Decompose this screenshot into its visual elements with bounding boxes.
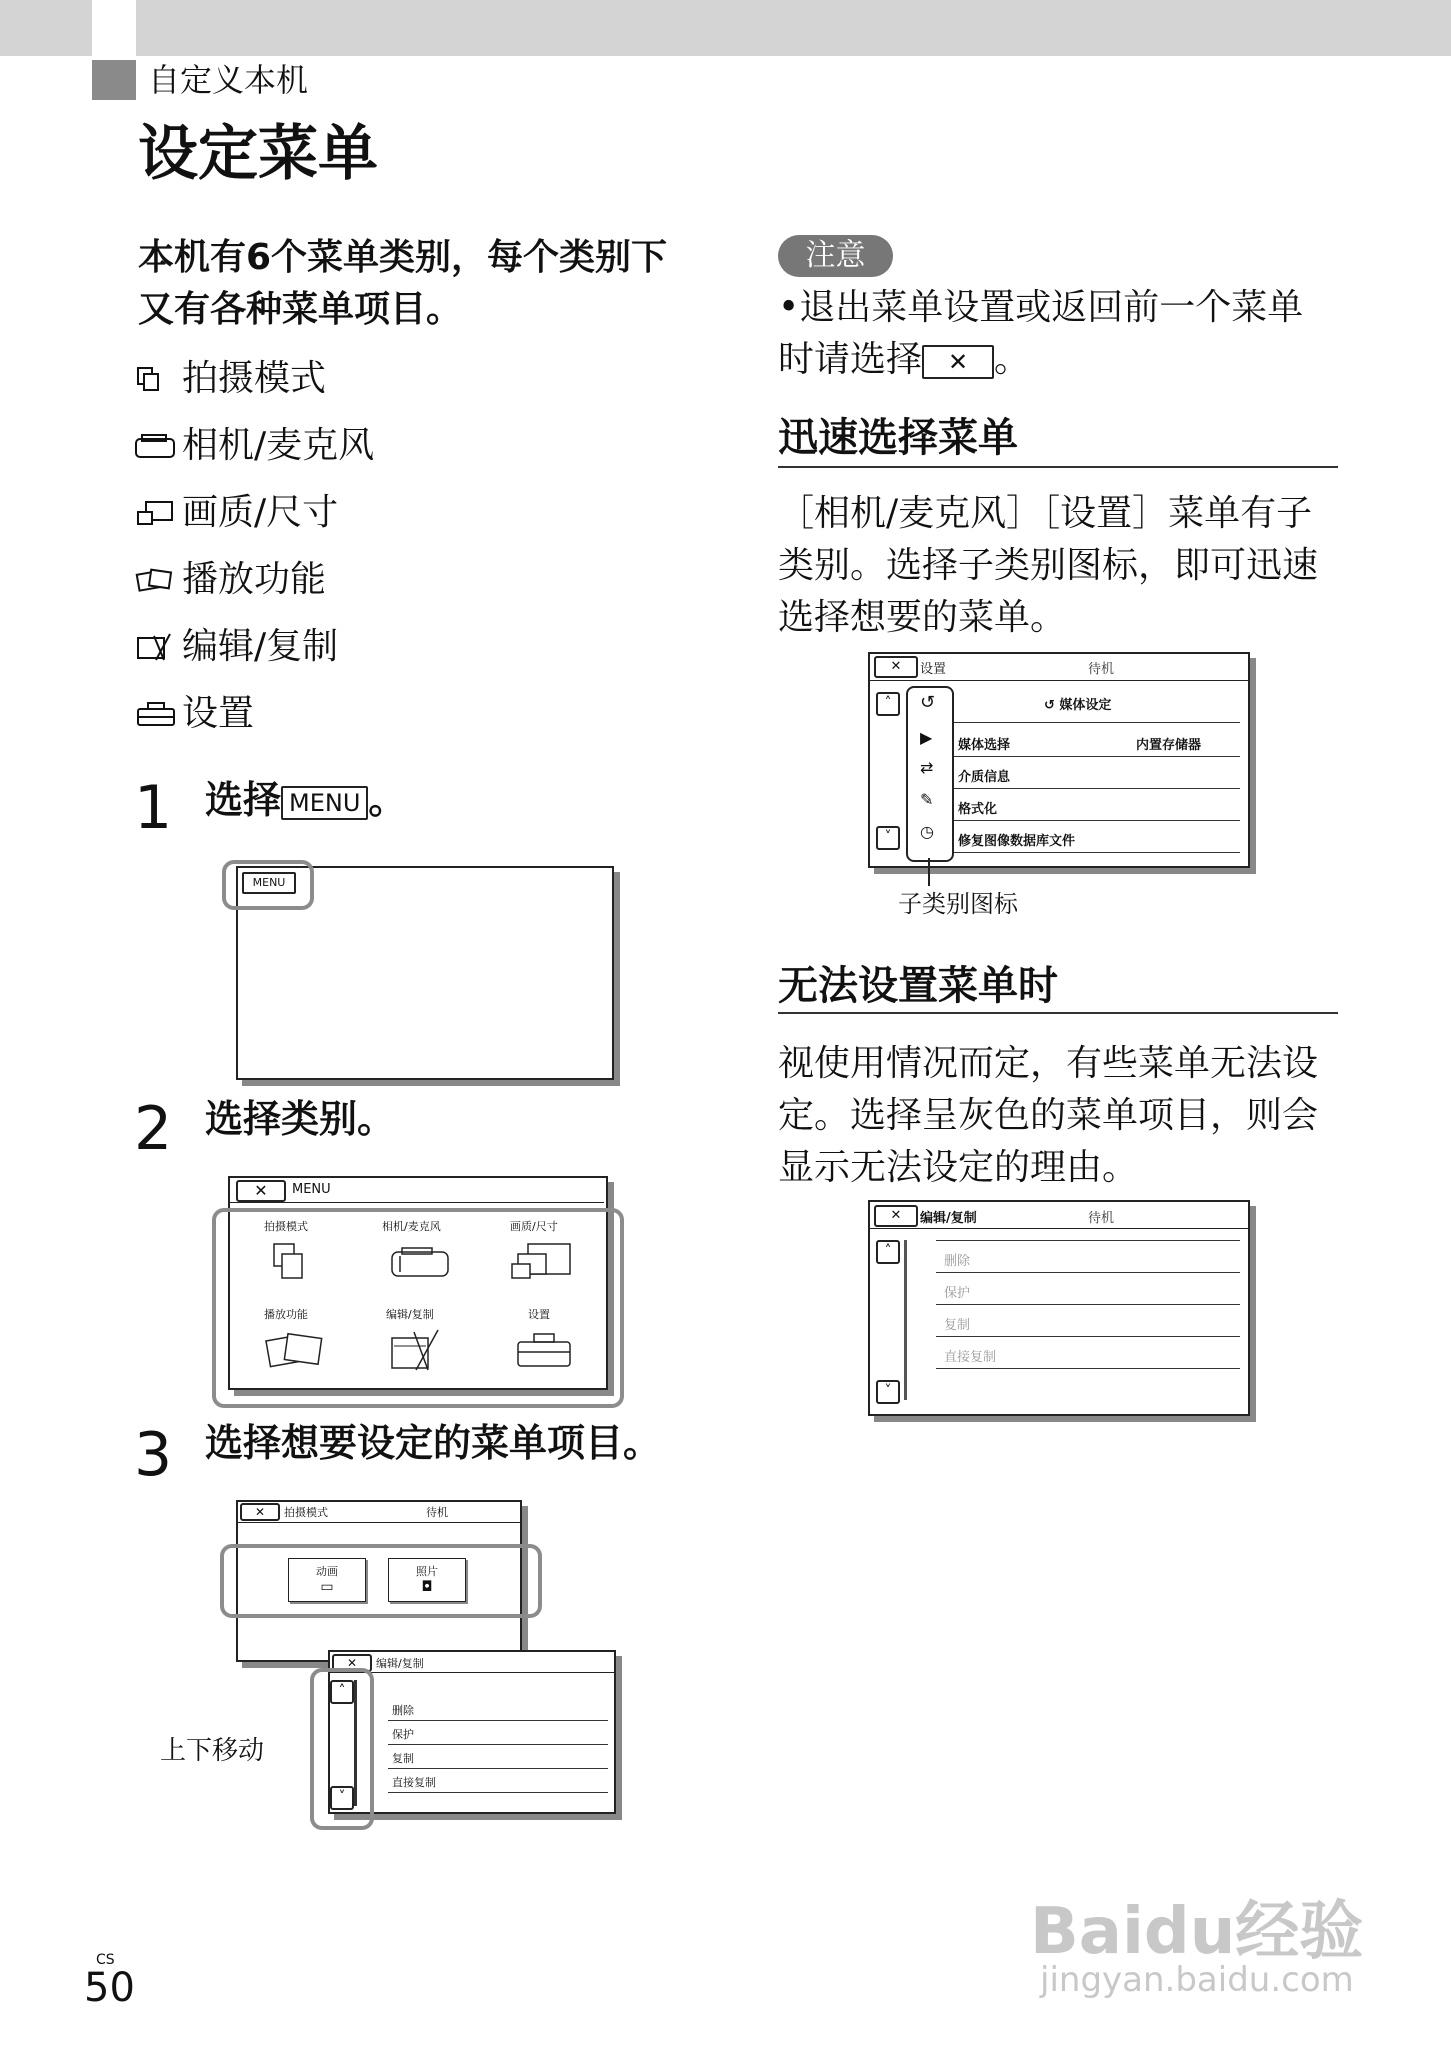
close-key: ✕ <box>922 345 994 379</box>
row-divider <box>936 1336 1240 1337</box>
step-number: 1 <box>134 773 173 843</box>
scroll-up-button[interactable]: ˄ <box>876 1240 900 1264</box>
row-divider <box>388 1792 608 1793</box>
playback-icon <box>134 563 178 597</box>
heading-rule <box>778 1012 1338 1014</box>
scroll-up-button[interactable]: ˄ <box>876 692 900 716</box>
top-bar <box>0 0 1451 56</box>
row-divider <box>954 788 1240 789</box>
option-label: 照片 <box>416 1565 438 1578</box>
category-shooting-mode <box>134 355 326 403</box>
divider <box>868 680 1248 681</box>
media-icon[interactable]: ↺ <box>920 692 936 713</box>
close-button[interactable]: ✕ <box>332 1654 372 1672</box>
step-1-text <box>205 775 406 825</box>
scroll-up-button[interactable]: ˄ <box>330 1680 354 1704</box>
status-text: 待机 <box>1088 662 1115 677</box>
setup-icon <box>134 697 178 731</box>
menu-item-label[interactable]: 编辑/复制 <box>386 1308 434 1321</box>
divider <box>868 1228 1248 1229</box>
section-body: 视使用情况而定，有些菜单无法设定。选择呈灰色的菜单项目，则会显示无法设定的理由。 <box>778 1043 1319 1188</box>
watermark-brand: Baidu经验 <box>1030 1895 1364 1969</box>
menu-key: MENU <box>281 786 368 820</box>
list-item[interactable]: 复制 <box>392 1752 414 1765</box>
step-text: 选择想要设定的菜单项目。 <box>205 1421 662 1465</box>
bullet: • <box>778 287 800 328</box>
row-divider <box>954 820 1240 821</box>
close-button[interactable]: ✕ <box>874 656 918 678</box>
film-icon: ▭ <box>320 1579 334 1595</box>
step-number: 3 <box>134 1420 173 1490</box>
camera-mic-icon <box>134 429 178 463</box>
notice-text-prefix: 退出菜单设置或返回前一个菜单时请选择 <box>778 287 1304 380</box>
step-suffix: 。 <box>368 778 407 822</box>
step-text: 选择类别。 <box>205 1097 396 1141</box>
list-item[interactable]: 删除 <box>392 1704 414 1717</box>
status-text: 待机 <box>1088 1211 1115 1226</box>
heading-rule <box>778 466 1338 468</box>
notice-text <box>778 282 1318 386</box>
screen-title: MENU <box>292 1182 331 1197</box>
clock-icon[interactable]: ◷ <box>920 822 934 841</box>
category-label: 设置 <box>182 693 255 734</box>
close-button[interactable]: ✕ <box>874 1205 918 1227</box>
row-divider <box>954 722 1240 723</box>
list-item-disabled[interactable]: 直接复制 <box>944 1350 997 1365</box>
row-divider <box>936 1240 1240 1241</box>
screen-title: 编辑/复制 <box>920 1211 977 1226</box>
scrollbar[interactable] <box>904 1240 907 1400</box>
intro-text: 本机有6个菜单类别，每个类别下又有各种菜单项目。 <box>138 237 668 330</box>
scroll-caption: 上下移动 <box>160 1736 265 1766</box>
menu-item-label[interactable]: 相机/麦克风 <box>382 1220 441 1233</box>
status-text: 待机 <box>426 1506 448 1519</box>
row-divider <box>388 1768 608 1769</box>
section-body: ［相机/麦克风］［设置］菜单有子类别。选择子类别图标，即可迅速选择想要的菜单。 <box>778 493 1319 638</box>
divider <box>228 1202 604 1203</box>
row-divider <box>388 1720 608 1721</box>
category-label: 相机/麦克风 <box>182 425 375 466</box>
menu-item-label[interactable]: 画质/尺寸 <box>510 1220 558 1233</box>
scroll-down-button[interactable]: ˅ <box>876 826 900 850</box>
highlight-scroll <box>310 1668 374 1830</box>
subhead-text: 媒体设定 <box>1059 698 1112 713</box>
connection-icon[interactable]: ⇄ <box>920 758 934 777</box>
category-camera-mic <box>134 422 374 470</box>
subhead <box>1044 694 1111 713</box>
menu-item-label[interactable]: 播放功能 <box>264 1308 308 1321</box>
list-item-disabled[interactable]: 复制 <box>944 1318 971 1333</box>
screen-title: 拍摄模式 <box>284 1506 328 1519</box>
step-number: 2 <box>134 1094 173 1164</box>
notice-text-suffix: 。 <box>994 339 1031 380</box>
scroll-down-button[interactable]: ˅ <box>876 1380 900 1404</box>
notice-badge: 注意 <box>778 235 893 277</box>
shooting-mode-icon <box>134 362 178 396</box>
page-number: 50 <box>84 1965 135 2011</box>
category-label: 拍摄模式 <box>182 358 327 399</box>
menu-button[interactable]: MENU <box>242 872 296 894</box>
section-marker <box>92 60 136 100</box>
option-label: 动画 <box>316 1565 338 1578</box>
highlight-menu-button <box>222 860 314 910</box>
screen-title: 设置 <box>920 662 947 677</box>
list-item-disabled[interactable]: 保护 <box>944 1286 971 1301</box>
section-heading: 迅速选择菜单 <box>778 415 1018 461</box>
caption-pointer <box>928 858 930 886</box>
page-title: 设定菜单 <box>138 119 378 189</box>
category-edit-copy <box>134 623 338 671</box>
list-item[interactable]: 修复图像数据库文件 <box>958 834 1076 849</box>
watermark-url: jingyan.baidu.com <box>1040 1960 1354 2000</box>
edit-copy-icon <box>134 630 178 664</box>
list-item[interactable]: 媒体选择 <box>958 738 1011 753</box>
row-divider <box>954 756 1240 757</box>
media-icon: ↺ <box>1044 698 1060 713</box>
row-divider <box>388 1744 608 1745</box>
menu-item-label[interactable]: 设置 <box>528 1308 550 1321</box>
divider <box>236 1522 520 1523</box>
scroll-down-button[interactable]: ˅ <box>330 1786 354 1810</box>
section-label: 自定义本机 <box>148 61 309 99</box>
category-label: 编辑/复制 <box>182 626 339 667</box>
caption: 子类别图标 <box>898 890 1018 918</box>
camera-icon: ◘ <box>421 1579 433 1595</box>
row-divider <box>936 1368 1240 1369</box>
step-text: 选择 <box>205 778 282 822</box>
category-image-quality <box>134 489 338 537</box>
close-button[interactable]: ✕ <box>240 1503 280 1521</box>
screen-edit-copy-grey <box>868 1200 1250 1416</box>
image-quality-icon <box>134 496 178 530</box>
category-playback <box>134 556 326 604</box>
menu-item-label[interactable]: 拍摄模式 <box>264 1220 308 1233</box>
row-divider <box>954 852 1240 853</box>
section-heading: 无法设置菜单时 <box>778 963 1058 1009</box>
top-bar-notch <box>92 0 136 56</box>
list-item[interactable]: 直接复制 <box>392 1776 436 1789</box>
row-divider <box>936 1304 1240 1305</box>
list-item-disabled[interactable]: 删除 <box>944 1254 971 1269</box>
screen-title: 编辑/复制 <box>376 1657 424 1670</box>
wrench-icon[interactable]: ✎ <box>920 790 934 809</box>
list-item[interactable]: 格式化 <box>958 802 998 817</box>
playback-icon[interactable]: ▶ <box>920 728 933 747</box>
list-item-value: 内置存储器 <box>1136 738 1202 753</box>
highlight-categories <box>212 1208 624 1408</box>
close-button[interactable]: ✕ <box>236 1180 286 1202</box>
language-code: CS <box>96 1952 115 1968</box>
category-label: 播放功能 <box>182 559 327 600</box>
category-label: 画质/尺寸 <box>182 492 339 533</box>
highlight-options <box>220 1544 542 1618</box>
row-divider <box>936 1272 1240 1273</box>
list-item[interactable]: 介质信息 <box>958 770 1011 785</box>
list-item[interactable]: 保护 <box>392 1728 414 1741</box>
category-setup <box>134 690 254 738</box>
